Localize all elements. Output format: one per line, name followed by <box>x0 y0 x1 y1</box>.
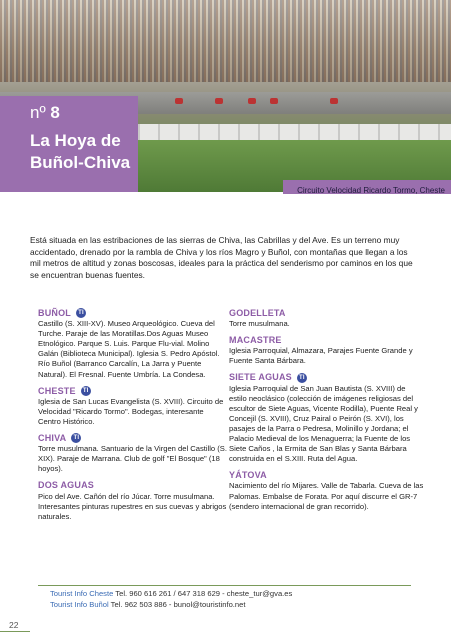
footer-divider <box>38 585 411 586</box>
town-heading <box>229 335 425 345</box>
town-section <box>229 308 425 329</box>
motorbike <box>215 98 223 104</box>
motorbike <box>330 98 338 104</box>
tourist-info-icon: TI <box>76 308 86 318</box>
contact-text: Tel. 960 616 261 / 647 318 629 - cheste_tur@gva.es <box>115 589 293 598</box>
town-section <box>229 372 425 464</box>
town-description: Torre musulmana. Santuario de la Virgen del Castillo (S. XIX). Paraje de Marrana. Club de golf "El Bosque" (18 hoyos). <box>38 444 227 474</box>
town-name: BUÑOL <box>38 308 71 318</box>
town-heading <box>38 480 228 490</box>
town-section <box>38 480 228 521</box>
motorbike <box>270 98 278 104</box>
town-heading <box>229 372 425 382</box>
town-heading <box>38 433 228 443</box>
page-number: 22 <box>9 620 19 630</box>
town-name: SIETE AGUAS <box>229 372 292 383</box>
town-section <box>38 433 228 474</box>
title-line-2: Buñol-Chiva <box>30 153 131 172</box>
town-description: Iglesia de San Lucas Evangelista (S. XVIII). Circuito de Velocidad "Ricardo Tormo". Bodegas, interesante Centro Histórico. <box>38 396 224 426</box>
town-description: Iglesia Parroquial, Almazara, Parajes Fuente Grande y Fuente Santa Bárbara. <box>229 346 413 366</box>
title-line-1: La Hoya de <box>30 131 121 150</box>
town-name: GODELLETA <box>229 308 286 318</box>
town-heading <box>38 386 228 396</box>
town-name: DOS AGUAS <box>38 480 94 491</box>
town-section <box>229 335 425 366</box>
page-title <box>30 130 130 174</box>
tourist-info-icon: TI <box>71 433 81 443</box>
section-number <box>30 103 60 123</box>
town-name: YÁTOVA <box>229 470 267 481</box>
town-description: Iglesia Parroquial de San Juan Bautista (S. XVIII) de estilo neoclásico (colección de imágenes religiosas del escultor de Siete Aguas, Vicente Rodilla), Puente Real y Concejil (S. XVIII), Cruz Pairal o Peirón (S. XVI), los pasajes de la Parra o Pedresa, Molinillo y Jordana; el Palacio Medieval de los Menaguerra; la Fuente de los Siete Caños , la Ermita de San Blas y Santa Bárbara construida en el S.XIII. Ruta del Agua. <box>229 383 418 464</box>
contact-bunol <box>50 600 292 611</box>
contact-text: Tel. 962 503 886 - bunol@touristinfo.net <box>110 599 246 609</box>
contact-label: Tourist Info Buñol <box>50 599 109 609</box>
contact-cheste <box>50 589 292 600</box>
left-column <box>38 308 228 528</box>
motorbike <box>175 98 183 104</box>
number-value: 8 <box>50 103 60 122</box>
number-prefix: nº <box>30 103 46 122</box>
town-section <box>229 470 425 511</box>
right-column <box>229 308 425 518</box>
intro-paragraph: Está situada en las estribaciones de las sierras de Chiva, las Cabrillas y del Ave. Es un terreno muy accidentado, drenado por la rambla de Chiva y los ríos Magro y Buñol, con montañas que llegan a los mil metros de altitud y zonas boscosas, ideales para la práctica del senderismo por caminos en los que se encuentran buenas fuentes. <box>30 235 413 280</box>
tourist-info-icon: TI <box>81 386 91 396</box>
town-section <box>38 308 228 380</box>
town-name: CHESTE <box>38 385 76 396</box>
town-section <box>38 386 228 427</box>
town-heading <box>38 308 228 318</box>
town-description: Nacimiento del río Mijares. Valle de Tabarla. Cueva de las Palomas. Embalse de Forata. Por aquí discurre el GR-7 (sendero internacional de gran recorrido). <box>229 481 424 511</box>
grandstand <box>0 0 451 82</box>
contact-label: Tourist Info Cheste <box>50 589 114 598</box>
town-description: Castillo (S. XIII-XV). Museo Arqueológico. Cueva del Turche. Paraje de las Moratillas.Dos Aguas Museo Etnológico. Parque S. Luis. Parque Flu-vial. Molino Galán (Biblioteca Municipal). Iglesia S. Pedro Apóstol. Río Buñol (Barranco Carcalín, La Jarra y Puente Natural). El Fresnal. Fuente Umbría. La Condesa. <box>38 319 220 379</box>
town-heading <box>229 308 425 318</box>
town-heading <box>229 470 425 480</box>
town-name: CHIVA <box>38 433 67 444</box>
photo-caption: Circuito Velocidad Ricardo Tormo, Cheste <box>297 186 445 195</box>
footer-contacts <box>50 589 292 610</box>
tourist-info-icon: TI <box>297 373 307 383</box>
town-description: Pico del Ave. Cañón del río Júcar. Torre musulmana. Interesantes pinturas rupestres en sus cuevas y abrigos naturales. <box>38 491 227 521</box>
page-number-rule <box>0 631 30 632</box>
motorbike <box>248 98 256 104</box>
town-name: MACASTRE <box>229 335 282 346</box>
town-description: Torre musulmana. <box>229 319 290 329</box>
